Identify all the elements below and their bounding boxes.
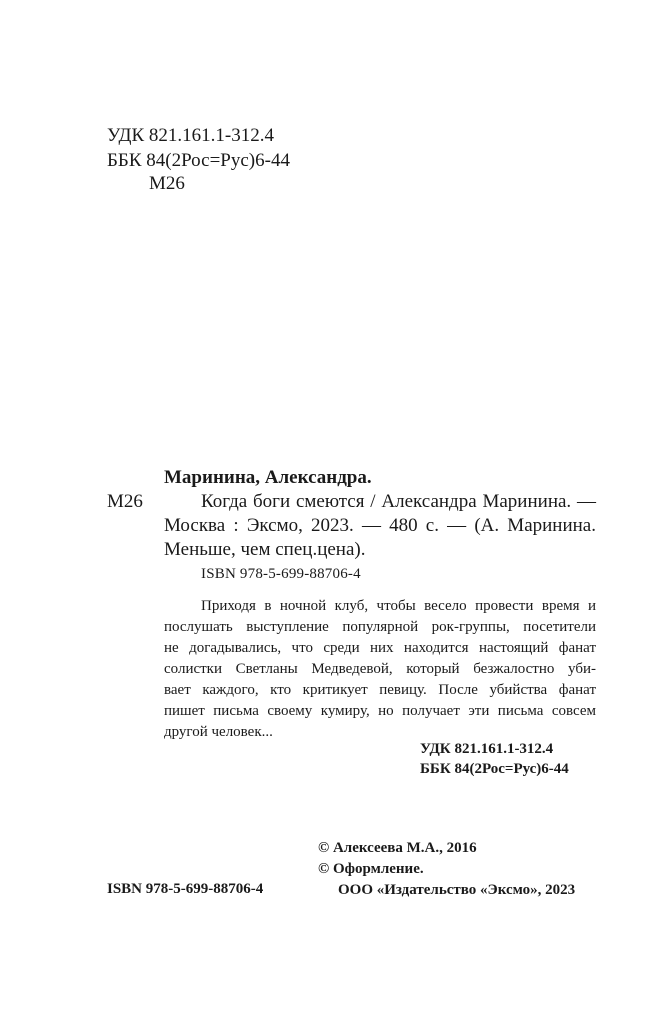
copyright-author: © Алексеева М.А., 2016 xyxy=(318,840,477,856)
author-heading: Маринина, Александра. xyxy=(164,467,372,488)
bib-description-line: Когда боги смеются / Александра Маринина. — xyxy=(201,491,596,512)
annotation-line: пишет письма своему кумиру, но получает эти письма совсем xyxy=(164,703,596,719)
annotation-line: Приходя в ночной клуб, чтобы весело провести время и xyxy=(201,598,596,614)
udk-code-top: УДК 821.161.1-312.4 xyxy=(107,125,274,146)
bbk-code-bottom: ББК 84(2Рос=Рус)6-44 xyxy=(420,761,569,777)
annotation-line: вает каждого, кто критикует певицу. После убийства фанат xyxy=(164,682,596,698)
copyright-design: © Оформление. xyxy=(318,861,424,877)
isbn-record: ISBN 978-5-699-88706-4 xyxy=(201,566,361,582)
annotation-line: другой человек... xyxy=(164,724,273,740)
author-mark-top: М26 xyxy=(149,173,185,194)
udk-code-bottom: УДК 821.161.1-312.4 xyxy=(420,741,554,757)
isbn-footer: ISBN 978-5-699-88706-4 xyxy=(107,881,264,897)
annotation-line: не догадывались, что среди них находится настоящий фанат xyxy=(164,640,596,656)
copyright-publisher: ООО «Издательство «Эксмо», 2023 xyxy=(338,882,576,898)
author-mark-record: М26 xyxy=(107,491,143,512)
annotation-line: солистки Светланы Медведевой, который безжалостно уби- xyxy=(164,661,596,677)
bib-description-line: Москва : Эксмо, 2023. — 480 с. — (А. Маринина. xyxy=(164,515,596,536)
bib-description-line: Меньше, чем спец.цена). xyxy=(164,539,366,560)
annotation-line: послушать выступление популярной рок-группы, посетители xyxy=(164,619,596,635)
bbk-code-top: ББК 84(2Рос=Рус)6-44 xyxy=(107,150,290,171)
